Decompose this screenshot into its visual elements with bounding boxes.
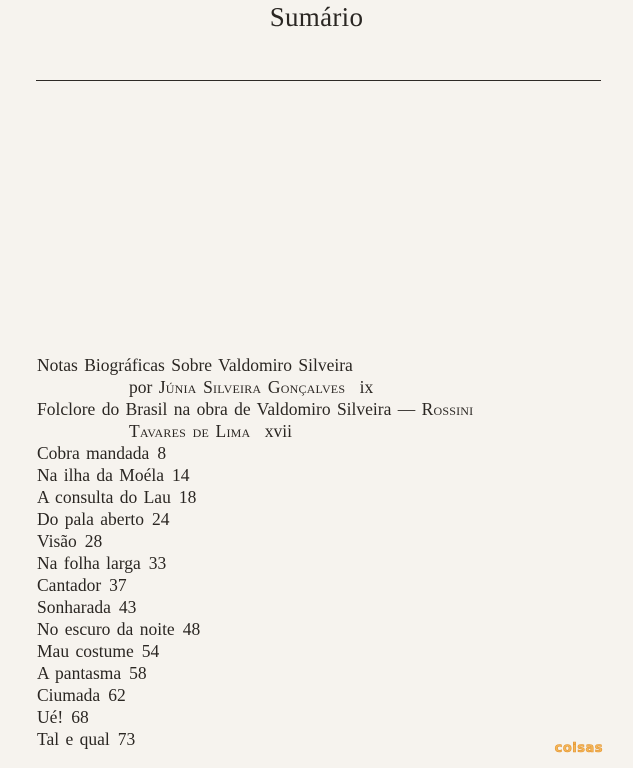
watermark-logo: coisas [554, 741, 603, 756]
toc-entry-title: Notas Biográficas Sobre Valdomiro Silveira [37, 355, 353, 375]
toc-entry-page: 18 [178, 487, 197, 507]
toc-entry-page: 14 [172, 465, 190, 485]
toc-entry [37, 618, 612, 640]
toc-entry-page: 8 [157, 443, 167, 463]
toc-entry-author: Rossini [421, 399, 474, 419]
toc-entry-folclore [37, 398, 612, 420]
toc-entry-title: Tal e qual [37, 729, 110, 749]
toc-entry-title: Folclore do Brasil na obra de Valdomiro Silveira — [37, 399, 416, 419]
toc-entry-notas-biograficas [37, 354, 612, 376]
toc-entry-notas-biograficas-author [37, 376, 612, 398]
toc-entry [37, 574, 612, 596]
toc-entry-title: Ué! [37, 707, 64, 727]
toc-entry-title: No escuro da noite [37, 619, 175, 639]
toc-entry-title: Sonharada [37, 597, 111, 617]
toc-entry-title: Mau costume [37, 641, 134, 661]
toc-entry-author: Tavares de Lima [129, 421, 251, 441]
toc-entry-title: Cobra mandada [37, 443, 150, 463]
toc-entry [37, 508, 612, 530]
toc-entry-page: 24 [152, 509, 170, 529]
toc-entry [37, 706, 612, 728]
toc-entry [37, 464, 612, 486]
toc-entry-title: Do pala aberto [37, 509, 145, 529]
table-of-contents [37, 354, 612, 750]
toc-entry-page: 58 [129, 663, 147, 683]
toc-entry-title: Na folha larga [37, 553, 141, 573]
toc-entry-title: Na ilha da Moéla [37, 465, 164, 485]
toc-entry-page: 48 [182, 619, 201, 639]
toc-entry-title: A consulta do Lau [37, 487, 171, 507]
toc-entry-page: 54 [141, 641, 160, 661]
toc-entry-author: Júnia Silveira Gonçalves [158, 377, 346, 397]
toc-entry-page: 73 [117, 729, 136, 749]
toc-entry [37, 640, 612, 662]
toc-entry-title: Visão [37, 531, 77, 551]
title-divider [36, 80, 601, 81]
toc-entry-page: 28 [84, 531, 103, 551]
toc-entry [37, 486, 612, 508]
toc-entry [37, 596, 612, 618]
toc-entry-page: 68 [71, 707, 89, 727]
toc-entry [37, 662, 612, 684]
toc-entry [37, 530, 612, 552]
toc-entry-prefix: por [129, 377, 153, 397]
toc-entry [37, 552, 612, 574]
toc-entry-page: ix [359, 377, 374, 397]
toc-entry-page: 62 [108, 685, 126, 705]
toc-entry [37, 684, 612, 706]
toc-entry [37, 442, 612, 464]
toc-entry-folclore-author [37, 420, 612, 442]
toc-entry-page: xvii [264, 421, 292, 441]
page-title: Sumário [269, 2, 364, 32]
toc-entry-title: Ciumada [37, 685, 101, 705]
toc-entry-page: 33 [148, 553, 167, 573]
toc-entry-title: A pantasma [37, 663, 122, 683]
toc-entry-page: 43 [118, 597, 137, 617]
toc-entry-title: Cantador [37, 575, 102, 595]
toc-entry-page: 37 [109, 575, 127, 595]
toc-entry [37, 728, 612, 750]
